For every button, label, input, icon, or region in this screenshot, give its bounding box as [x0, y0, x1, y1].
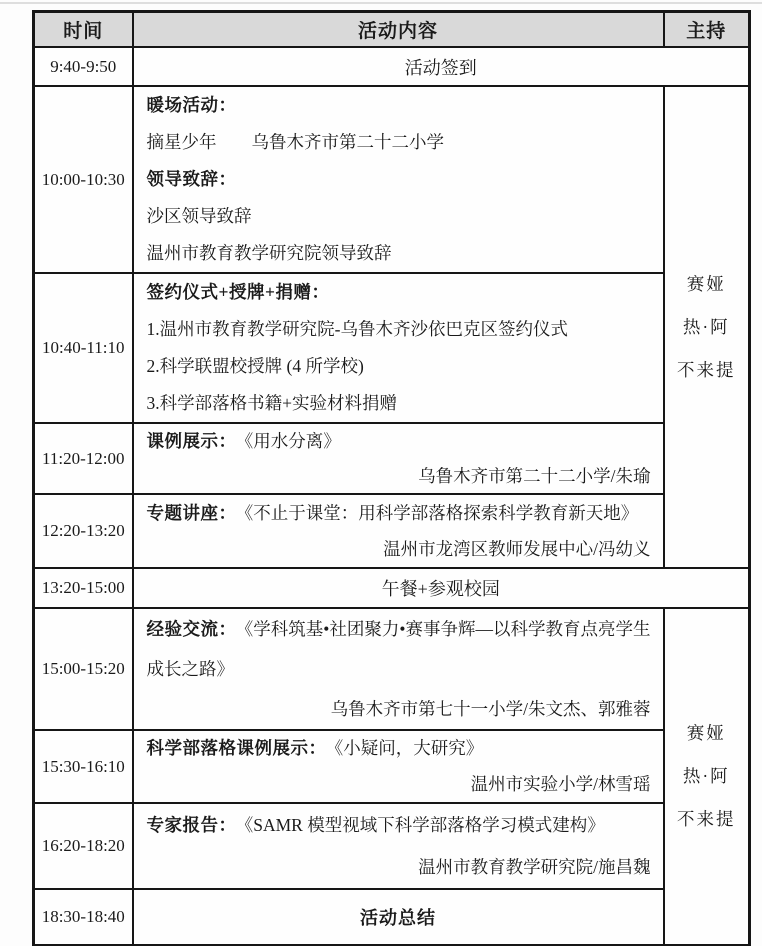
- activity-detail: 摘星少年 乌鲁木齐市第二十二小学: [146, 132, 444, 152]
- activity-presenter: 温州市实验小学/林雪瑶: [470, 773, 651, 794]
- time-cell: 13:20-15:00: [34, 568, 133, 608]
- header-time: 时间: [34, 12, 133, 48]
- time-cell: 12:20-13:20: [34, 494, 133, 568]
- host-name-line: 不来提: [677, 359, 736, 380]
- host-name-line: 赛娅: [686, 273, 726, 294]
- time-cell: 15:00-15:20: [34, 608, 133, 730]
- activity-presenter: 温州市教育教学研究院/施昌魏: [418, 857, 651, 877]
- activity-heading: 签约仪式+授牌+捐赠：: [146, 282, 330, 302]
- table-row-blog-demo: [34, 730, 750, 803]
- activity-title: 《SAMR 模型视域下科学部落格学习模式建构》: [244, 815, 605, 835]
- header-host: 主持: [664, 12, 750, 48]
- activity-lecture: [133, 494, 664, 568]
- scan-edge-artifact: [0, 2, 762, 4]
- activity-detail: 2.科学联盟校授牌 (4 所学校): [146, 356, 364, 376]
- time-cell: 18:30-18:40: [34, 889, 133, 945]
- table-row-exchange: [34, 608, 750, 730]
- activity-lesson-demo: [133, 423, 664, 494]
- activity-presenter: 乌鲁木齐市第二十二小学/朱瑜: [418, 465, 651, 486]
- activity-detail: 温州市教育教学研究院领导致辞: [146, 243, 392, 263]
- table-row-signin: [34, 47, 750, 86]
- activity-lunch: 午餐+参观校园: [133, 568, 750, 608]
- table-row-signing: [34, 273, 750, 423]
- table-row-lunch: [34, 568, 750, 608]
- time-cell: 10:40-11:10: [34, 273, 133, 423]
- activity-title-line: [147, 609, 655, 689]
- activity-label: 专家报告：: [146, 815, 237, 835]
- activity-summary: 活动总结: [133, 889, 664, 945]
- header-row: [34, 12, 750, 48]
- header-content: 活动内容: [133, 12, 664, 48]
- activity-warmup: [133, 86, 664, 273]
- activity-presenter: 乌鲁木齐市第七十一小学/朱文杰、郭雅蓉: [330, 699, 651, 719]
- activity-title-line: [147, 731, 655, 767]
- host-name-line: 不来提: [677, 808, 736, 829]
- host-morning: [664, 86, 750, 568]
- activity-title: 《小疑问，大研究》: [334, 738, 484, 758]
- time-cell: 15:30-16:10: [34, 730, 133, 803]
- host-name-line: 赛娅: [686, 722, 726, 743]
- activity-detail: 沙区领导致辞: [146, 206, 252, 226]
- host-name-line: 热·阿: [682, 316, 730, 337]
- table-row-summary: [34, 889, 750, 945]
- activity-label: 课例展示：: [146, 431, 237, 451]
- table-row-warmup: [34, 86, 750, 273]
- activity-label: 经验交流：: [146, 619, 237, 639]
- activity-detail: 3.科学部落格书籍+实验材料捐赠: [146, 393, 397, 413]
- activity-heading: 领导致辞：: [146, 169, 237, 189]
- time-cell: 10:00-10:30: [34, 86, 133, 273]
- activity-title: 《学科筑基•社团聚力•赛事争辉—以科学教育点亮学生成长之路》: [146, 619, 651, 679]
- table-row-expert-report: [34, 803, 750, 889]
- table-row-lecture: [34, 494, 750, 568]
- activity-title-line: [147, 424, 655, 459]
- activity-label: 科学部落格课例展示：: [146, 738, 327, 758]
- activity-blog-demo: [133, 730, 664, 803]
- activity-expert-report: [133, 803, 664, 889]
- activity-detail: 1.温州市教育教学研究院-乌鲁木齐沙依巴克区签约仪式: [146, 319, 568, 339]
- time-cell: 11:20-12:00: [34, 423, 133, 494]
- time-cell: 16:20-18:20: [34, 803, 133, 889]
- host-afternoon: [664, 608, 750, 945]
- activity-exchange: [133, 608, 664, 730]
- activity-title-line: [147, 804, 655, 846]
- activity-heading: 暖场活动：: [146, 95, 237, 115]
- activity-signin: 活动签到: [133, 47, 750, 86]
- time-cell: 9:40-9:50: [34, 47, 133, 86]
- activity-signing: [133, 273, 664, 423]
- activity-title: 《不止于课堂：用科学部落格探索科学教育新天地》: [244, 503, 639, 523]
- activity-label: 专题讲座：: [146, 503, 237, 523]
- activity-title-line: [147, 495, 655, 531]
- activity-presenter: 温州市龙湾区教师发展中心/冯幼义: [383, 539, 651, 559]
- activity-title: 《用水分离》: [244, 431, 341, 451]
- schedule-table: [32, 10, 751, 946]
- host-name-line: 热·阿: [682, 765, 730, 786]
- table-row-lesson-demo: [34, 423, 750, 494]
